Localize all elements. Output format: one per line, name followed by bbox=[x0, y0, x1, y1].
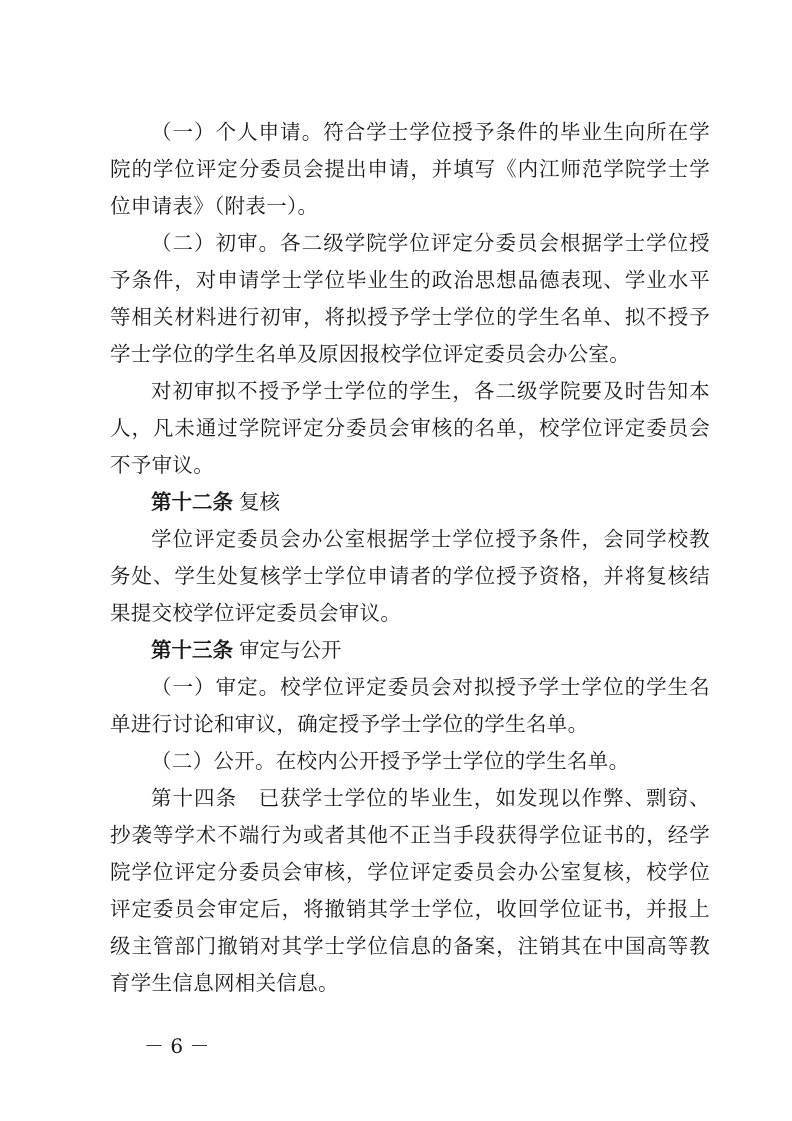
paragraph-personal-application: （一）个人申请。符合学士学位授予条件的毕业生向所在学院的学位评定分委员会提出申请，并填写《内江师范学院学士学位申请表》（附表一）。 bbox=[110, 120, 710, 218]
paragraph-article-14: 第十四条 已获学士学位的毕业生，如发现以作弊、剽窃、抄袭等学术不端行为或者其他不正当手段获得学位证书的，经学院学位评定分委员会审核，学位评定委员会办公室复核，校学位评定委员会审定后，将撤销其学士学位，收回学位证书，并报上级主管部门撤销对其学士学位信息的备案，注销其在中国高等教育学生信息网相关信息。 bbox=[110, 786, 710, 995]
article-13-label: 第十三条 bbox=[151, 638, 233, 662]
article-12-title: 复核 bbox=[239, 490, 280, 514]
article-12-label: 第十二条 bbox=[151, 490, 233, 514]
paragraph-preliminary-review: （二）初审。各二级学院学位评定分委员会根据学士学位授予条件，对申请学士学位毕业生的政治思想品德表现、学业水平等相关材料进行初审，将拟授予学士学位的学生名单、拟不授予学士学位的学生名单及原因报校学位评定委员会办公室。 bbox=[110, 231, 710, 366]
document-body bbox=[110, 114, 710, 1002]
paragraph-rejection-notice: 对初审拟不授予学士学位的学生，各二级学院要及时告知本人，凡未通过学院评定分委员会审核的名单，校学位评定委员会不予审议。 bbox=[110, 379, 710, 477]
paragraph-approval: （一）审定。校学位评定委员会对拟授予学士学位的学生名单进行讨论和审议，确定授予学士学位的学生名单。 bbox=[110, 675, 710, 736]
paragraph-recheck: 学位评定委员会办公室根据学士学位授予条件，会同学校教务处、学生处复核学士学位申请者的学位授予资格，并将复核结果提交校学位评定委员会审议。 bbox=[110, 527, 710, 625]
article-13-title: 审定与公开 bbox=[239, 638, 342, 662]
paragraph-publication: （二）公开。在校内公开授予学士学位的学生名单。 bbox=[151, 749, 630, 773]
page-number: － 6 － bbox=[144, 1034, 210, 1058]
article-12-heading bbox=[110, 484, 710, 521]
article-13-heading bbox=[110, 632, 710, 669]
